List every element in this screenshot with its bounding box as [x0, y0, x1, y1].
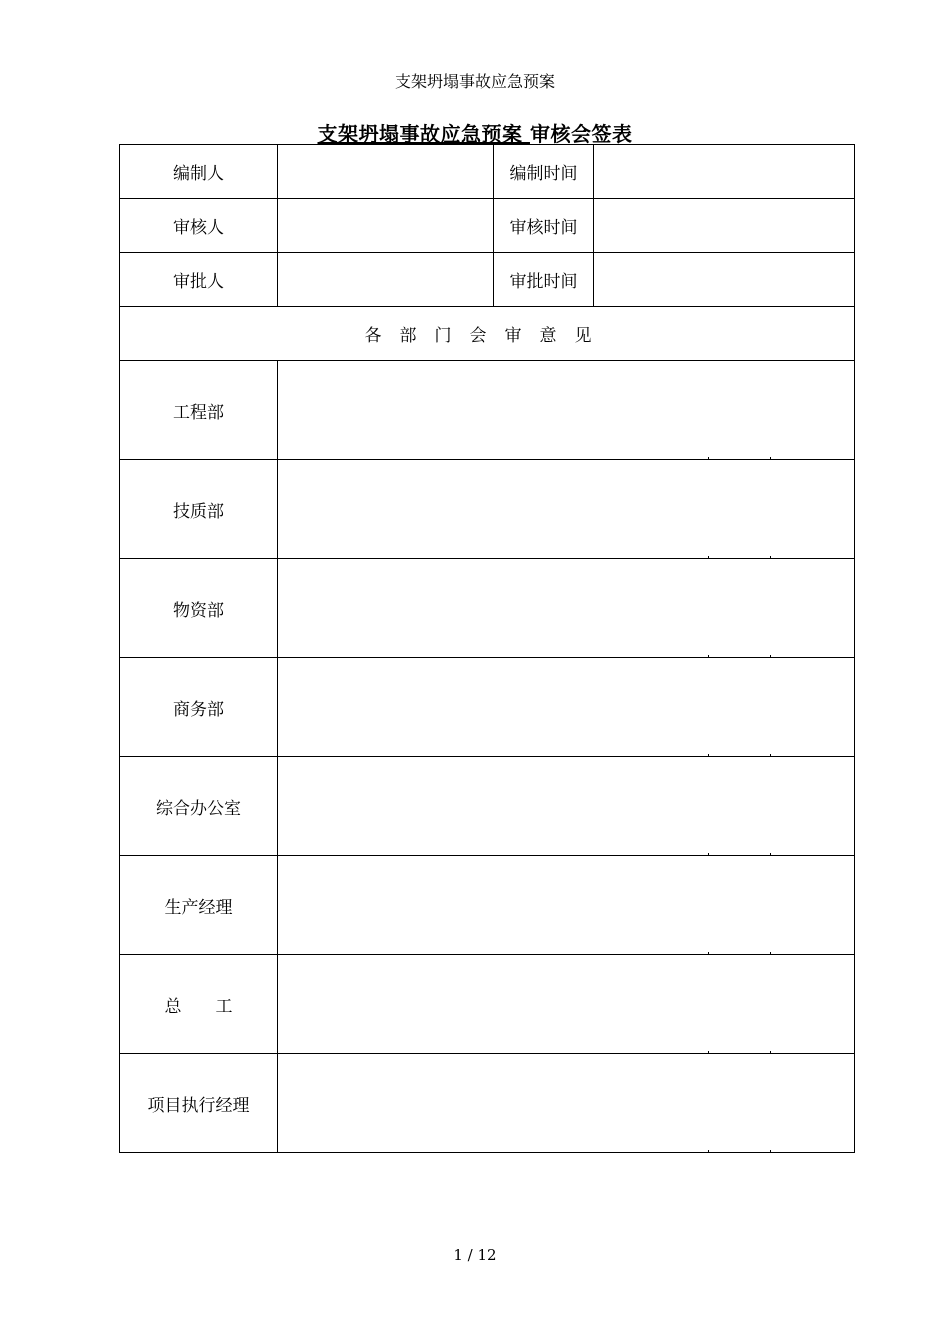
compile-time-field[interactable]: [594, 145, 855, 199]
table-row-section-heading: [120, 307, 855, 361]
department-opinion-field[interactable]: [278, 1054, 855, 1153]
department-label: 综合办公室: [120, 757, 278, 856]
department-opinion-field[interactable]: [278, 955, 855, 1054]
approve-time-label: 审批时间: [494, 253, 594, 307]
department-opinion-field[interactable]: [278, 757, 855, 856]
department-label: 生产经理: [120, 856, 278, 955]
approve-time-field[interactable]: [594, 253, 855, 307]
table-row-reviewer: [120, 199, 855, 253]
department-label: 商务部: [120, 658, 278, 757]
table-row-approver: [120, 253, 855, 307]
department-opinion-field[interactable]: [278, 658, 855, 757]
department-opinion-field[interactable]: [278, 460, 855, 559]
sign-off-table: [119, 144, 855, 1153]
table-row: [120, 757, 855, 856]
department-opinion-field[interactable]: [278, 856, 855, 955]
department-label: 物资部: [120, 559, 278, 658]
table-row: [120, 856, 855, 955]
reviewer-label: 审核人: [120, 199, 278, 253]
department-label: 技质部: [120, 460, 278, 559]
table-row: [120, 460, 855, 559]
review-time-label: 审核时间: [494, 199, 594, 253]
table-row: [120, 658, 855, 757]
review-time-field[interactable]: [594, 199, 855, 253]
compiler-label: 编制人: [120, 145, 278, 199]
date-line-tick: [770, 1150, 771, 1153]
running-header: 支架坍塌事故应急预案: [394, 72, 555, 91]
table-row: [120, 1054, 855, 1153]
compile-time-label: 编制时间: [494, 145, 594, 199]
compiler-field[interactable]: [278, 145, 494, 199]
section-heading: 各部门会审意见: [120, 307, 855, 361]
department-opinion-field[interactable]: [278, 361, 855, 460]
table-row-compiler: [120, 145, 855, 199]
table-row: [120, 559, 855, 658]
document-title-suffix: 审核会签表: [529, 122, 633, 146]
table-row: [120, 955, 855, 1054]
reviewer-field[interactable]: [278, 199, 494, 253]
department-label: 项目执行经理: [120, 1054, 278, 1153]
department-opinion-field[interactable]: [278, 559, 855, 658]
approver-field[interactable]: [278, 253, 494, 307]
page-number: 1 / 12: [453, 1246, 497, 1264]
approver-label: 审批人: [120, 253, 278, 307]
department-label: 工程部: [120, 361, 278, 460]
department-label: 总 工: [120, 955, 278, 1054]
date-line-tick: [708, 1150, 709, 1153]
document-title-main: 支架坍塌事故应急预案: [317, 122, 530, 146]
document-title: [0, 118, 950, 147]
table-row: [120, 361, 855, 460]
